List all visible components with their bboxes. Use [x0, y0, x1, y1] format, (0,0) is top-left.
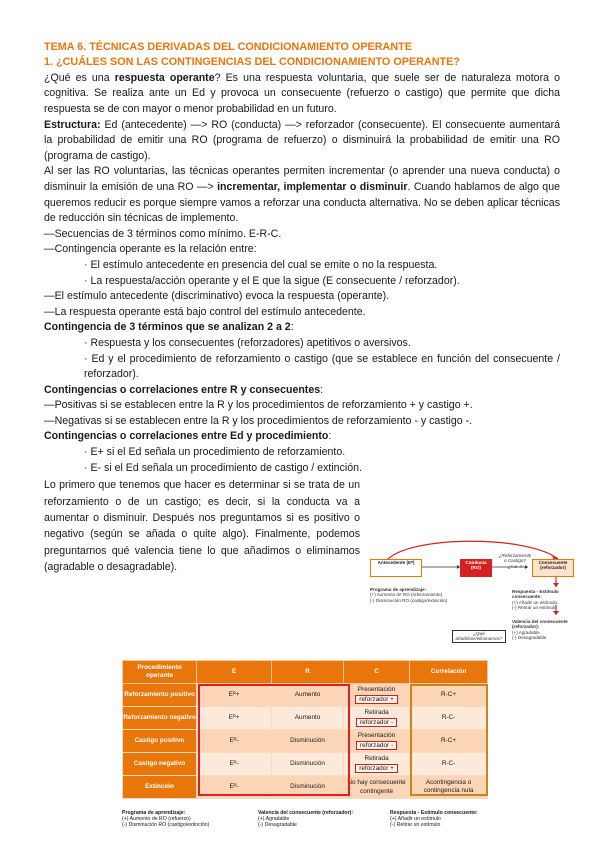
legend-valence: Valencia del consecuente (reforzador): (+) Agradable (-) Desagradable: [258, 810, 354, 829]
header-r: R: [272, 661, 344, 684]
sub-list-item: · Respuesta y los consecuentes (reforzadores) apetitivos o aversivos.: [84, 336, 411, 349]
antecedent-box: Antecedente (Eᵈ): [370, 559, 422, 577]
behavior-box: Conducta (RO): [460, 559, 492, 577]
table-header-row: [123, 661, 488, 684]
list-item: — Negativas si se establecen entre la R y los procedimientos de reforzamiento - y castigo -.: [44, 414, 560, 430]
heading-r-consequents: Contingencias o correlaciones entre R y consecuentes:: [44, 383, 324, 396]
table-row: Extinción Eᴿ- Disminución No hay consecuente contingente Acontingencia o contingencia nula: [123, 776, 488, 799]
table-row: Castigo positivo Eᴿ- Disminución Presentación reforzador - R-C+: [123, 730, 488, 753]
table-row: Reforzamiento positivo Eᴿ+ Aumento Presentación reforzador + R-C+: [123, 684, 488, 707]
header-c: C: [344, 661, 410, 684]
table-row: Castigo negativo Eᴿ- Disminución Retirada reforzador + R-C-: [123, 753, 488, 776]
table-row: Reforzamiento negativo Eᴿ+ Aumento Retirada reforzador - R-C-: [123, 707, 488, 730]
diagram-valence-note: Valencia del consecuente (reforzador): (+) Agradable (-) Desagradable: [512, 619, 568, 641]
paragraph-structure: Estructura: Ed (antecedente) —> RO (conducta) —> reforzador (consecuente). El consecuente aumentará la probabilidad de emitir una RO (programa de refuerzo) o disminuirá la probabilidad de emitir una RO (programa de castigo).: [44, 118, 560, 162]
diagram-program-note: Programa de aprendizaje: (+) Aumento de RO (reforzamiento) (-) Disminución RO (castigo/extinción): [370, 587, 448, 603]
contingency-diagram: [368, 539, 574, 643]
list-item: — Positivas si se establecen entre la R y los procedimientos de reforzamiento + y castigo +.: [44, 398, 560, 414]
heading-three-terms: Contingencia de 3 términos que se analizan 2 a 2:: [44, 321, 294, 334]
header-e: E: [197, 661, 272, 684]
paragraph-final: Lo primero que tenemos que hacer es determinar si se trata de un reforzamiento o de un castigo; es decir, si la conducta va a aumentar o disminuir. Después nos preguntamos si es positivo o negativo (según se añada o quite algo). Finalmente, podemos preguntarnos qué valencia tiene lo que añadimos o eliminamos (agradable o desagradable).: [44, 479, 360, 574]
red-highlight-frame: [198, 684, 350, 796]
sub-list-item: · Ed y el procedimiento de reforzamiento o castigo (que se establece en función del consecuente / reforzador).: [84, 352, 560, 381]
paragraph-operant-response: ¿Qué es una respuesta operante? Es una respuesta voluntaria, que suele ser de naturaleza motora o cognitiva. Se realiza ante un Ed y provoca un consecuente (refuerzo o castigo) que permite que dicha respuesta se de con mayor o menor probabilidad en un futuro.: [44, 71, 560, 115]
sub-list-item: · La respuesta/acción operante y el E que la sigue (E consecuente / reforzador).: [84, 274, 460, 287]
chapter-title: TEMA 6. TÉCNICAS DERIVADAS DEL CONDICIONAMIENTO OPERANTE: [44, 41, 412, 53]
legend-response: Respuesta - Estímulo consecuente: (+) Añadir un estímulo (-) Retirar un estímulo: [390, 810, 478, 829]
list-item: — El estímulo antecedente (discriminativo) evoca la respuesta (operante).: [44, 289, 560, 305]
list-item: — La respuesta operante está bajo control del estímulo antecedente.: [44, 305, 560, 321]
list-item: — Contingencia operante es la relación entre:: [44, 242, 560, 258]
question-label: ¿Reforzamiento o Castigo? ¿+ o -?: [498, 553, 532, 569]
heading-ed-procedure: Contingencias o correlaciones entre Ed y procedimiento:: [44, 430, 332, 443]
diagram-response-note: Respuesta - Estímulo consecuente: (+) Añadir un estímulo (-) Retirar un estímulo: [512, 589, 559, 611]
header-correlation: Correlación: [410, 661, 488, 684]
section-title: 1. ¿CUÁLES SON LAS CONTINGENCIAS DEL CONDICIONAMIENTO OPERANTE?: [44, 56, 460, 69]
procedures-table: [122, 660, 488, 799]
header-procedure: Procedimiento operante: [123, 661, 197, 684]
sub-list-item: · El estímulo antecedente en presencia del cual se emite o no la respuesta.: [84, 258, 438, 271]
list-item: — Secuencias de 3 términos como mínimo. E-R-C.: [44, 227, 560, 243]
sub-list-item: · E- si el Ed señala un procedimiento de castigo / extinción.: [84, 461, 362, 474]
what-added-label: ¿Qué añadimos/eliminamos?: [452, 630, 506, 643]
sub-list-item: · E+ si el Ed señala un procedimiento de reforzamiento.: [84, 446, 346, 459]
paragraph-techniques: Al ser las RO voluntarias, las técnicas operantes permiten incrementar (o aprender una nueva conducta) o disminuir la emisión de una RO —> incrementar, implementar o disminuir. Cuando hablamos de algo que queremos reducir es porque siempre vamos a reforzar una conducta alternativa. No se deben aplicar técnicas de reducción sin técnicas de implemento.: [44, 165, 560, 225]
consequent-box: Consecuente (reforzador): [532, 559, 574, 577]
document-body: [44, 40, 560, 576]
legend-program: Programa de aprendizaje: (+) Aumento de RO (refuerzo) (-) Disminución RO (castigo/extinción): [122, 810, 210, 829]
gold-highlight-frame: [410, 684, 488, 796]
